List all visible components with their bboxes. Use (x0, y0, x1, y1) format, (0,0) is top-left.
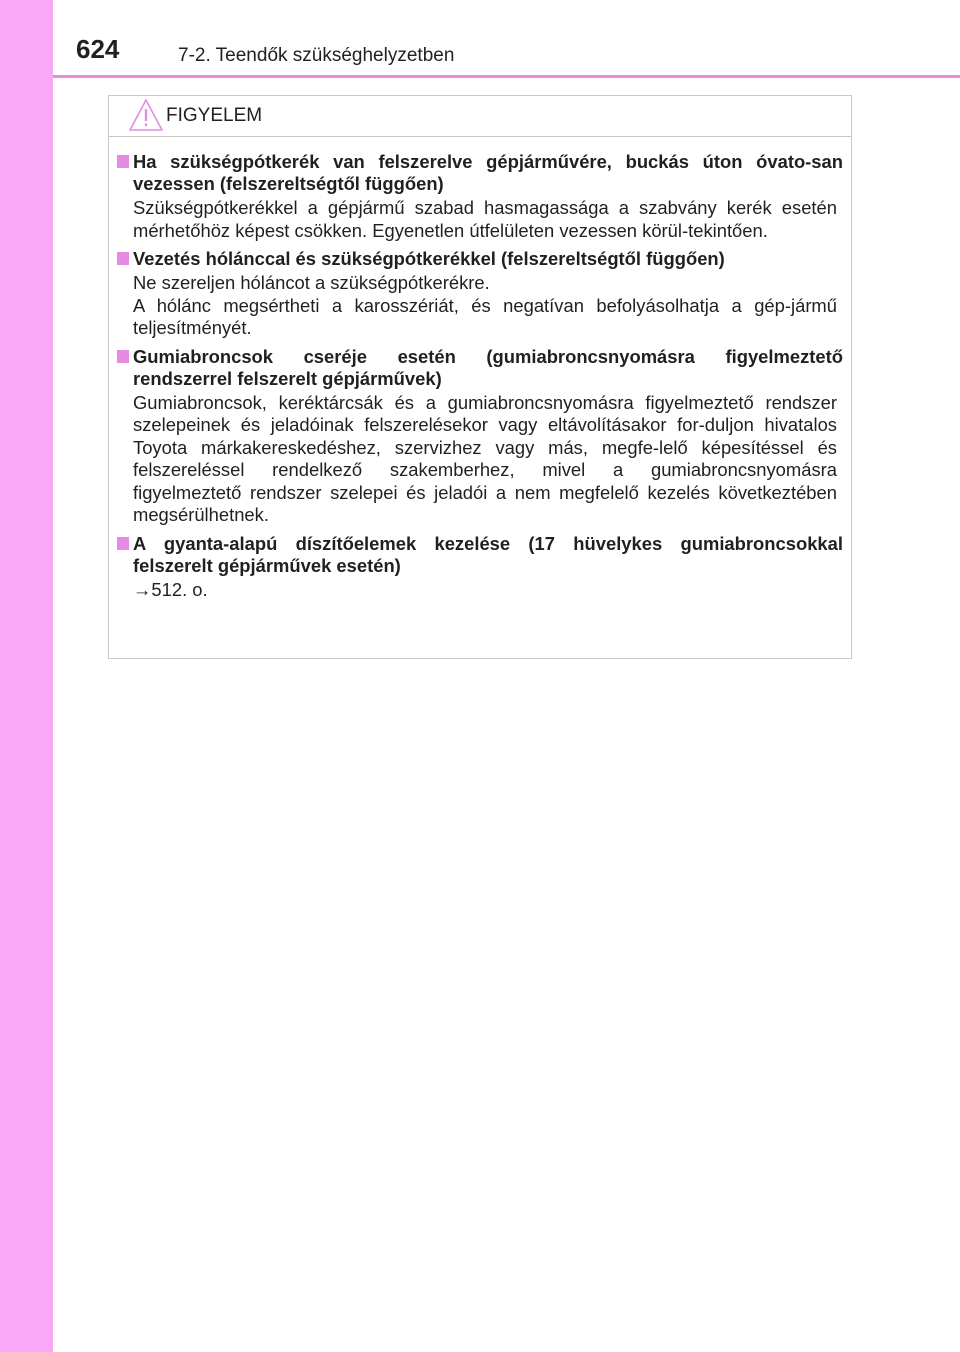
header-rule (53, 75, 960, 78)
warning-item-title: Vezetés hólánccal és szükségpótkerékkel (felszereltségtől függően) (117, 248, 843, 270)
warning-item-text: Szükségpótkerékkel a gépjármű szabad hasmagassága a szabvány kerék esetén mérhetőhöz képest csökken. Egyenetlen útfelületen vezessen körül-tekintően. (133, 197, 837, 241)
square-bullet-icon (117, 155, 129, 168)
warning-box (108, 95, 852, 659)
side-color-strip (0, 0, 53, 1352)
warning-item (117, 533, 843, 602)
warning-item-text: Gumiabroncsok, keréktárcsák és a gumiabroncsnyomásra figyelmeztető rendszer szelepeinek és jeladóinak felszerelésekor vagy eltávolításakor for-duljon hivatalos Toyota márkakereskedéshez, szervizhez vagy más, megfe-lelő képesítéssel és felszereléssel rendelkező szakemberhez, mivel a gumiabroncsnyomásra figyelmeztető rendszer szelepei és jeladói a nem megfelelő kezelés következtében megsérülhetnek. (133, 391, 837, 525)
warning-item-text: Ne szereljen hóláncot a szükségpótkerékre. A hólánc megsértheti a karosszériát, és negatívan befolyásolhatja a gép-jármű teljesítményét. (133, 272, 837, 338)
warning-header (109, 96, 851, 137)
square-bullet-icon (117, 350, 129, 363)
square-bullet-icon (117, 537, 129, 550)
warning-item-title: A gyanta-alapú díszítőelemek kezelése (17 hüvelykes gumiabroncsokkal felszerelt gépjárművek esetén) (117, 533, 843, 577)
square-bullet-icon (117, 252, 129, 265)
warning-body (109, 137, 851, 601)
warning-item-text (117, 579, 843, 602)
warning-item-title: Gumiabroncsok cseréje esetén (gumiabroncsnyomásra figyelmeztető rendszerrel felszerelt gépjárművek) (117, 346, 843, 390)
warning-label: FIGYELEM (166, 105, 263, 126)
warning-item (117, 151, 843, 242)
section-title: 7-2. Teendők szükséghelyzetben (178, 45, 455, 66)
warning-item-title: Ha szükségpótkerék van felszerelve gépjárművére, buckás úton óvato-san vezessen (felszereltségtől függően) (117, 151, 843, 195)
warning-item (117, 346, 843, 527)
warning-triangle-icon (128, 98, 164, 132)
page-number: 624 (76, 34, 120, 64)
warning-item (117, 248, 843, 340)
page-reference: →512. o. (133, 578, 208, 600)
